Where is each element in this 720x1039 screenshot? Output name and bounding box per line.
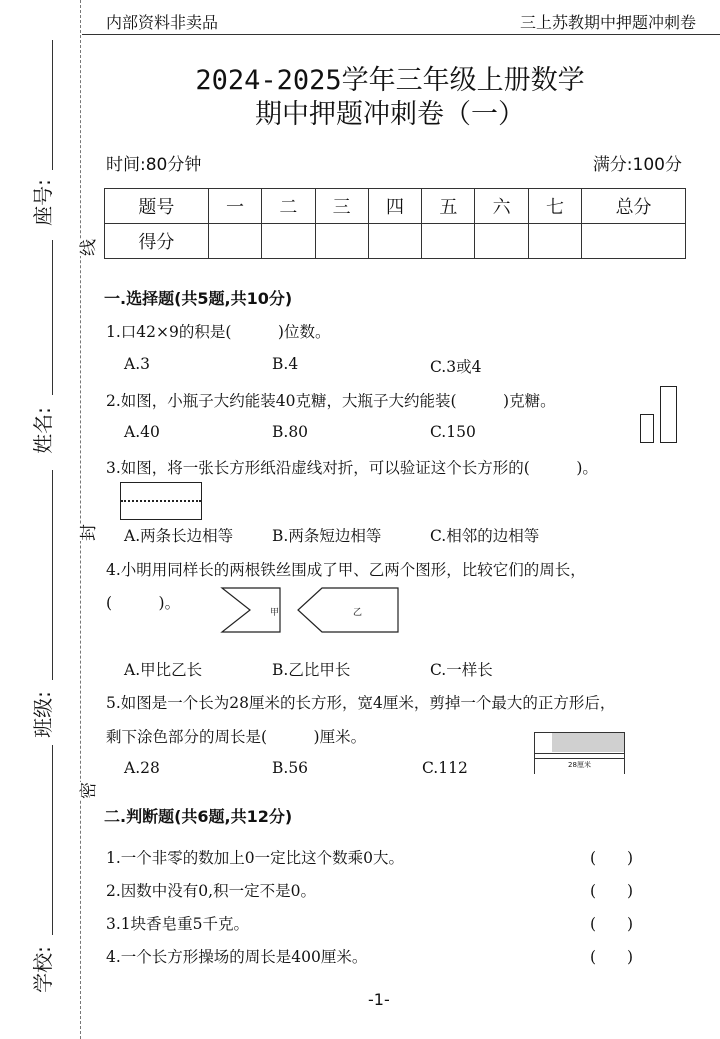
q5-text: 5.如图是一个长为28厘米的长方形，宽4厘米，剪掉一个最大的正方形后， xyxy=(106,694,616,712)
score-header: 总分 xyxy=(582,189,686,224)
score-cell[interactable] xyxy=(422,224,475,259)
score-cell[interactable] xyxy=(262,224,315,259)
q2-option-c: C.150 xyxy=(430,423,476,441)
q3-option-a: A.两条长边相等 xyxy=(124,527,234,545)
judge-q2: 2.因数中没有0,积一定不是0。 xyxy=(106,882,316,900)
class-label: 班级: xyxy=(30,691,55,738)
cut-rectangle-figure xyxy=(534,732,625,774)
full-score: 满分:100分 xyxy=(592,155,682,175)
name-label: 姓名: xyxy=(30,407,55,454)
header-rule xyxy=(82,34,720,35)
score-cell[interactable] xyxy=(208,224,261,259)
score-cell[interactable] xyxy=(475,224,528,259)
shape-yi-label: 乙 xyxy=(353,608,363,618)
score-header: 五 xyxy=(422,189,475,224)
score-header: 四 xyxy=(368,189,421,224)
school-label: 学校: xyxy=(30,946,55,993)
score-header: 七 xyxy=(528,189,581,224)
q2-option-a: A.40 xyxy=(124,423,160,441)
q5-option-b: B.56 xyxy=(272,759,309,777)
large-bottle-figure xyxy=(660,386,677,443)
length-label: 28厘米 xyxy=(568,761,591,769)
q4-option-a: A.甲比乙长 xyxy=(124,661,203,679)
judge-q3: 3.1块香皂重5千克。 xyxy=(106,915,250,933)
score-cell[interactable] xyxy=(582,224,686,259)
score-header: 六 xyxy=(475,189,528,224)
score-cell[interactable] xyxy=(315,224,368,259)
q1-option-b: B.4 xyxy=(272,355,299,373)
exam-time: 时间:80分钟 xyxy=(106,155,202,175)
q2-text: 2.如图，小瓶子大约能装40克糖，大瓶子大约能装( )克糖。 xyxy=(106,392,556,410)
wire-shapes-figure xyxy=(220,586,405,636)
score-header: 二 xyxy=(262,189,315,224)
q1-option-a: A.3 xyxy=(124,355,150,373)
shape-jia-label: 甲 xyxy=(270,608,280,618)
q3-option-c: C.相邻的边相等 xyxy=(430,527,540,545)
seal-char-feng: 封 xyxy=(74,524,99,541)
seal-char-mi: 密 xyxy=(74,782,99,799)
title-line1: 2024-2025学年三年级上册数学 xyxy=(195,65,585,96)
judge-q1: 1.一个非零的数加上0一定比这个数乘0大。 xyxy=(106,849,405,867)
page-number: -1- xyxy=(368,990,390,1009)
judge-q4-answer[interactable]: ( ) xyxy=(590,948,634,966)
q5-text2: 剩下涂色部分的周长是( )厘米。 xyxy=(106,728,367,746)
title-line2: 期中押题冲刺卷（一） xyxy=(255,99,525,130)
q5-option-c: C.112 xyxy=(422,759,468,777)
class-line xyxy=(52,470,53,680)
header-left: 内部资料非卖品 xyxy=(106,13,219,32)
judge-q4: 4.一个长方形操场的周长是400厘米。 xyxy=(106,948,368,966)
folded-rectangle-figure xyxy=(120,482,202,520)
small-bottle-figure xyxy=(640,414,654,443)
score-row-label: 得分 xyxy=(105,224,209,259)
judge-q1-answer[interactable]: ( ) xyxy=(590,849,634,867)
score-cell[interactable] xyxy=(368,224,421,259)
q2-option-b: B.80 xyxy=(272,423,309,441)
header-right: 三上苏教期中押题冲刺卷 xyxy=(519,13,696,32)
name-line xyxy=(52,240,53,395)
q4-option-c: C.一样长 xyxy=(430,661,493,679)
q4-text: 4.小明用同样长的两根铁丝围成了甲、乙两个图形，比较它们的周长， xyxy=(106,561,586,579)
q5-option-a: A.28 xyxy=(124,759,160,777)
q4-option-b: B.乙比甲长 xyxy=(272,661,351,679)
section2-title: 二.判断题(共6题,共12分) xyxy=(104,807,293,826)
binding-dashed-line xyxy=(80,0,81,1039)
q3-option-b: B.两条短边相等 xyxy=(272,527,382,545)
seal-char-xian: 线 xyxy=(74,239,99,256)
judge-q3-answer[interactable]: ( ) xyxy=(590,915,634,933)
judge-q2-answer[interactable]: ( ) xyxy=(590,882,634,900)
q4-text2: ( )。 xyxy=(106,594,181,612)
q1-option-c: C.3或4 xyxy=(430,358,482,376)
score-cell[interactable] xyxy=(528,224,581,259)
score-header: 三 xyxy=(315,189,368,224)
q3-text: 3.如图，将一张长方形纸沿虚线对折，可以验证这个长方形的( )。 xyxy=(106,459,598,477)
q1-text: 1.口42×9的积是( )位数。 xyxy=(106,323,331,341)
score-header: 一 xyxy=(208,189,261,224)
school-line xyxy=(52,745,53,935)
score-header: 题号 xyxy=(105,189,209,224)
seat-label: 座号: xyxy=(30,179,55,226)
section1-title: 一.选择题(共5题,共10分) xyxy=(104,289,293,308)
score-table xyxy=(104,188,686,259)
